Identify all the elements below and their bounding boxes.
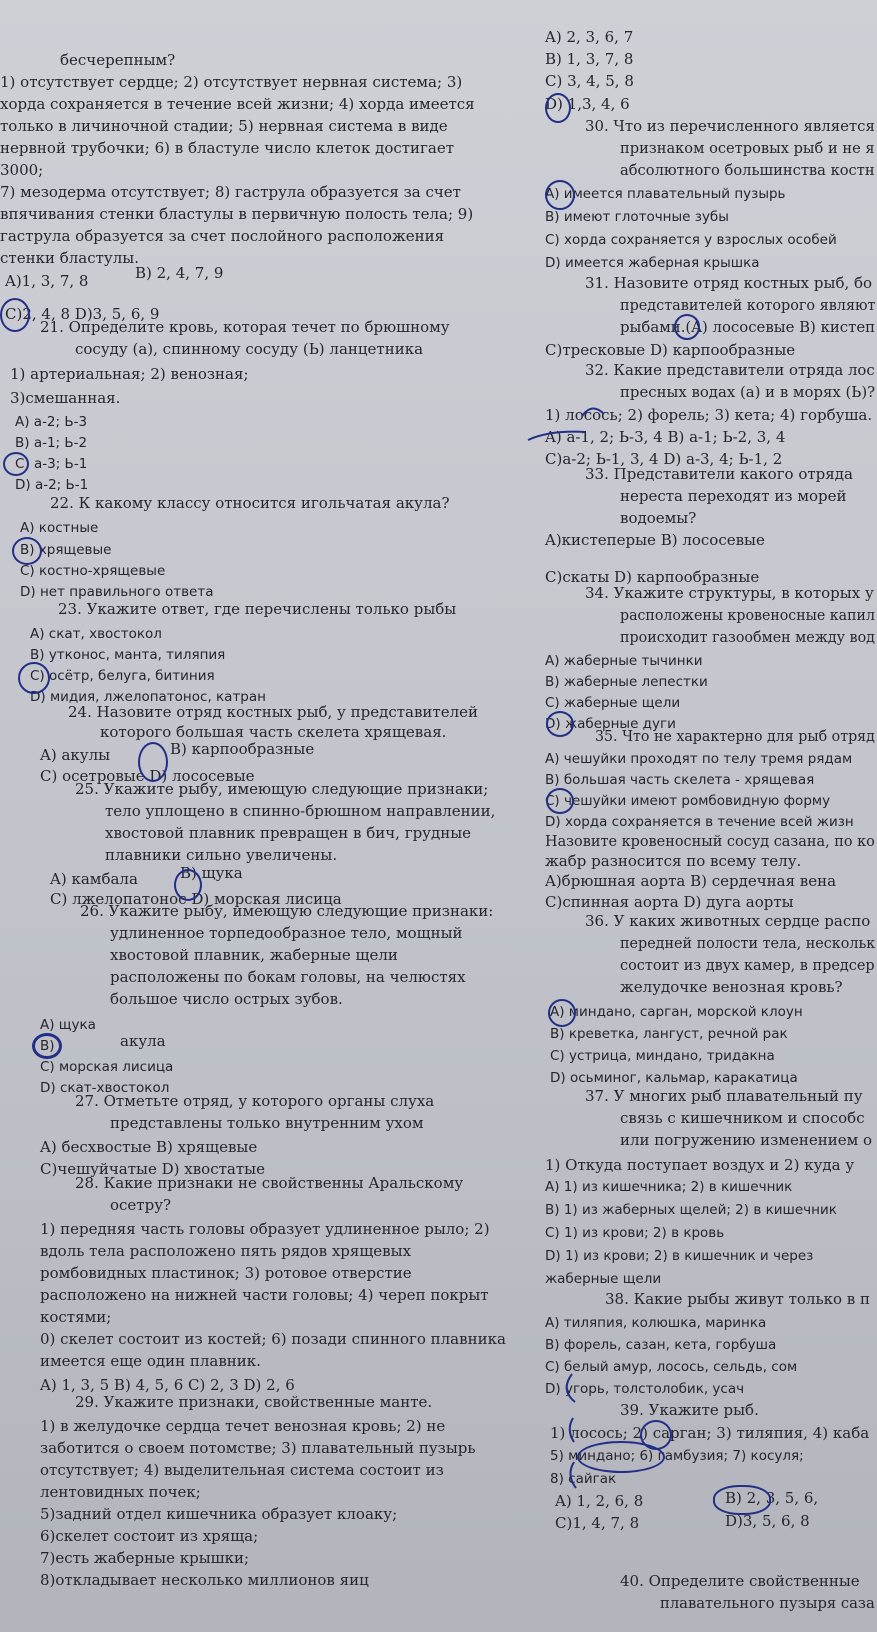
text-line: Назовите кровеносный сосуд сазана, по ко [545, 832, 875, 850]
text-line: 32. Какие представители отряда лос [585, 361, 875, 379]
text-line: отсутствует; 4) выделительная система состоит из [40, 1461, 444, 1479]
text-line: A) костные [20, 520, 99, 536]
text-line: C) костно-хрящевые [20, 563, 166, 579]
text-line: 7) мезодерма отсутствует; 8) гаструла образуется за счет [0, 183, 461, 201]
text-line: хвостовой плавник превращен в бич, грудные [105, 824, 472, 842]
text-line: хорда сохраняется в течение всей жизни; 4) хорда имеется [0, 95, 475, 113]
text-line: 26. Укажите рыбу, имеющую следующие признаки: [80, 902, 494, 920]
text-line: C)спинная аорта D) дуга аорты [545, 893, 794, 911]
text-line: которого большая часть скелета хрящевая. [100, 723, 447, 741]
text-line: лентовидных почек; [40, 1483, 201, 1501]
text-line: A) a-1, 2; Ь-3, 4 B) a-1; Ь-2, 3, 4 [545, 428, 786, 446]
text-line: 3)смешанная. [10, 389, 121, 407]
text-line: A) скат, хвостокол [30, 626, 162, 642]
text-line: A) 2, 3, 6, 7 [545, 28, 634, 46]
text-line: расположены кровеносные капил [620, 606, 875, 624]
text-line: связь с кишечником и способс [620, 1109, 865, 1127]
text-line: 1) передняя часть головы образует удлиненное рыло; 2) [40, 1220, 490, 1238]
text-line: C) жаберные щели [545, 695, 681, 711]
text-line: A) жаберные тычинки [545, 653, 703, 669]
text-line: B) 2, 3, 5, 6, [725, 1489, 819, 1507]
text-line: рыбами.(A) лососевые B) кистеп [620, 318, 876, 336]
text-line: 1) в желудочке сердца течет венозная кровь; 2) не [40, 1417, 446, 1435]
text-line: 1) артериальная; 2) венозная; [10, 365, 249, 383]
text-line: или погружению изменением о [620, 1131, 873, 1149]
text-line: A) 1) из кишечника; 2) в кишечник [545, 1179, 793, 1195]
text-line: 1) Откуда поступает воздух и 2) куда у [545, 1156, 855, 1174]
text-line: состоит из двух камер, в предсер [620, 956, 875, 974]
text-line: C) лжелопатонос D) морская лисица [50, 890, 342, 908]
text-line: B) 1) из жаберных щелей; 2) в кишечник [545, 1202, 837, 1218]
text-line: A)1, 3, 7, 8 [5, 272, 89, 290]
text-line: D) 1,3, 4, 6 [545, 95, 630, 113]
text-line: большое число острых зубов. [110, 990, 343, 1008]
text-line: 21. Определите кровь, которая течет по брюшному [40, 318, 450, 336]
text-line: 35. Что не характерно для рыб отряд [595, 727, 875, 745]
text-line: C) морская лисица [40, 1059, 174, 1075]
text-line: нервной трубочки; 6) в бластуле число клеток достигает [0, 139, 455, 157]
text-line: стенки бластулы. [0, 249, 139, 267]
text-line: C)a-2; Ь-1, 3, 4 D) a-3, 4; Ь-1, 2 [545, 450, 783, 468]
text-line: C) осетровые D) лососевые [40, 767, 255, 785]
text-line: 38. Какие рыбы живут только в п [605, 1290, 871, 1308]
text-line: сосуду (а), спинному сосуду (Ь) ланцетника [75, 340, 424, 358]
text-line: C) a-3; Ь-1 [15, 456, 88, 472]
text-line: 1) отсутствует сердце; 2) отсутствует нервная система; 3) [0, 73, 463, 91]
text-line: A) чешуйки проходят по телу тремя рядам [545, 751, 853, 767]
text-line: пресных водах (а) и в морях (Ь)? [620, 383, 876, 401]
text-line: жаберные щели [545, 1271, 662, 1287]
text-line: C)тресковые D) карпообразные [545, 341, 796, 359]
text-line: D) 1) из крови; 2) в кишечник и через [545, 1248, 814, 1264]
text-line: B) a-1; Ь-2 [15, 435, 88, 451]
text-line: B) 2, 4, 7, 9 [135, 264, 224, 282]
text-line: представлены только внутренним ухом [110, 1114, 424, 1132]
text-line: 23. Укажите ответ, где перечислены только рыбы [58, 600, 457, 618]
text-line: нереста переходят из морей [620, 487, 847, 505]
text-line: ромбовидных пластинок; 3) ротовое отверстие [40, 1264, 412, 1282]
text-line: C)скаты D) карпообразные [545, 568, 760, 586]
text-line: B) хрящевые [20, 542, 112, 558]
text-line: C) чешуйки имеют ромбовидную форму [545, 793, 831, 809]
text-line: A) 1, 2, 6, 8 [555, 1492, 644, 1510]
text-line: B) форель, сазан, кета, горбуша [545, 1337, 777, 1353]
text-line: 5) миндано; 6) гамбузия; 7) косуля; [550, 1448, 804, 1464]
text-line: абсолютного большинства костн [620, 161, 875, 179]
text-line: имеется еще один плавник. [40, 1352, 261, 1370]
text-line: 5)задний отдел кишечника образует клоаку; [40, 1505, 398, 1523]
text-line: 25. Укажите рыбу, имеющую следующие признаки; [75, 780, 489, 798]
text-line: 40. Определите свойственные [620, 1572, 860, 1590]
text-line: 0) скелет состоит из костей; 6) позади спинного плавника [40, 1330, 506, 1348]
text-line: D) мидия, лжелопатонос, катран [30, 689, 266, 705]
text-line: заботится о своем потомстве; 3) плавательный пузырь [40, 1439, 476, 1457]
text-line: акула [120, 1032, 166, 1050]
right-column [545, 0, 877, 1632]
text-line: C)чешуйчатые D) хвостатые [40, 1160, 265, 1178]
text-line: A) камбала [50, 870, 138, 888]
text-line: желудочке венозная кровь? [620, 978, 843, 996]
text-line: впячивания стенки бластулы в первичную полость тела; 9) [0, 205, 474, 223]
text-line: костями; [40, 1308, 112, 1326]
text-line: плавательного пузыря саза [660, 1594, 875, 1612]
text-line: B) 1, 3, 7, 8 [545, 50, 634, 68]
text-line: происходит газообмен между вод [620, 628, 875, 646]
text-line: C)2, 4, 8 D)3, 5, 6, 9 [5, 305, 160, 323]
text-line: 29. Укажите признаки, свойственные манте. [75, 1393, 433, 1411]
text-line: D) нет правильного ответа [20, 584, 214, 600]
text-line: C)1, 4, 7, 8 [555, 1514, 640, 1532]
text-line: A) тиляпия, колюшка, маринка [545, 1315, 767, 1331]
text-line: A) имеется плавательный пузырь [545, 186, 786, 202]
text-line: A) бесхвостые B) хрящевые [40, 1138, 258, 1156]
text-line: A) миндано, сарган, морской клоун [550, 1004, 803, 1020]
text-line: B) карпообразные [170, 740, 315, 758]
text-line: C) белый амур, лосось, сельдь, сом [545, 1359, 798, 1375]
text-line: D) жаберные дуги [545, 716, 676, 732]
text-line: хвостовой плавник, жаберные щели [110, 946, 398, 964]
text-line: 28. Какие признаки не свойственны Аральскому [75, 1174, 464, 1192]
text-line: D) a-2; Ь-1 [15, 477, 89, 493]
text-line: 30. Что из перечисленного является [585, 117, 875, 135]
text-line: B) креветка, лангуст, речной рак [550, 1026, 788, 1042]
text-line: A) щука [40, 1017, 96, 1033]
text-line: 33. Представители какого отряда [585, 465, 853, 483]
text-line: D) хорда сохраняется в течение всей жизн [545, 814, 854, 830]
text-line: 1) лосось; 2) сарган; 3) тиляпия, 4) каба [550, 1424, 870, 1442]
text-line: D) скат-хвостокол [40, 1080, 170, 1096]
text-line: 24. Назовите отряд костных рыб, у представителей [68, 703, 478, 721]
text-line: 34. Укажите структуры, в которых у [585, 584, 874, 602]
text-line: гаструла образуется за счет послойного расположения [0, 227, 445, 245]
text-line: 3000; [0, 161, 44, 179]
text-line: 8)откладывает несколько миллионов яиц [40, 1571, 369, 1589]
text-line: D)3, 5, 6, 8 [725, 1512, 810, 1530]
text-line: 37. У многих рыб плавательный пу [585, 1087, 863, 1105]
text-line: A) акулы [40, 746, 111, 764]
text-line: C) 1) из крови; 2) в кровь [545, 1225, 725, 1241]
text-line: B) жаберные лепестки [545, 674, 708, 690]
text-line: 27. Отметьте отряд, у которого органы слуха [75, 1092, 435, 1110]
text-line: расположены по бокам головы, на челюстях [110, 968, 466, 986]
text-line: водоемы? [620, 509, 697, 527]
text-line: B) большая часть скелета - хрящевая [545, 772, 815, 788]
text-line: удлиненное торпедообразное тело, мощный [110, 924, 463, 942]
text-line: 7)есть жаберные крышки; [40, 1549, 250, 1567]
text-line: 6)скелет состоит из хряща; [40, 1527, 259, 1545]
text-line: 36. У каких животных сердце распо [585, 912, 871, 930]
text-line: 8) сайгак [550, 1471, 617, 1487]
text-line: 22. К какому классу относится игольчатая акула? [50, 494, 450, 512]
text-line: A) a-2; Ь-3 [15, 414, 88, 430]
text-line: D) осьминог, кальмар, каракатица [550, 1070, 798, 1086]
text-line: только в личиночной стадии; 5) нервная система в виде [0, 117, 448, 135]
text-line: плавники сильно увеличены. [105, 846, 338, 864]
text-line: вдоль тела расположено пять рядов хрящевых [40, 1242, 412, 1260]
text-line: C) 3, 4, 5, 8 [545, 72, 634, 90]
text-line: B) имеют глоточные зубы [545, 209, 729, 225]
text-line: расположено на нижней части головы; 4) череп покрыт [40, 1286, 489, 1304]
text-line: тело уплощено в спинно-брюшном направлении, [105, 802, 496, 820]
text-line: A)кистеперые B) лососевые [545, 531, 765, 549]
text-line: C) устрица, миндано, тридакна [550, 1048, 775, 1064]
text-line: 31. Назовите отряд костных рыб, бо [585, 274, 873, 292]
text-line: жабр разносится по всему телу. [545, 852, 802, 870]
text-line: C) хорда сохраняется у взрослых особей [545, 232, 837, 248]
text-line: признаком осетровых рыб и не я [620, 139, 875, 157]
text-line: B) щука [180, 864, 243, 882]
text-line: осетру? [110, 1196, 172, 1214]
text-line: представителей которого являют [620, 296, 876, 314]
text-line: A)брюшная аорта B) сердечная вена [545, 872, 837, 890]
text-line: C) осётр, белуга, битиния [30, 668, 215, 684]
text-line: 1) лосось; 2) форель; 3) кета; 4) горбуша. [545, 406, 873, 424]
text-line: B) утконос, манта, тиляпия [30, 647, 226, 663]
text-line: бесчерепным? [60, 51, 176, 69]
text-line: передней полости тела, нескольк [620, 934, 876, 952]
text-line: D) имеется жаберная крышка [545, 255, 760, 271]
text-line: B) [40, 1038, 55, 1054]
text-line: 39. Укажите рыб. [620, 1401, 759, 1419]
text-line: A) 1, 3, 5 B) 4, 5, 6 C) 2, 3 D) 2, 6 [40, 1376, 295, 1394]
text-line: D) угорь, толстолобик, усач [545, 1381, 745, 1397]
